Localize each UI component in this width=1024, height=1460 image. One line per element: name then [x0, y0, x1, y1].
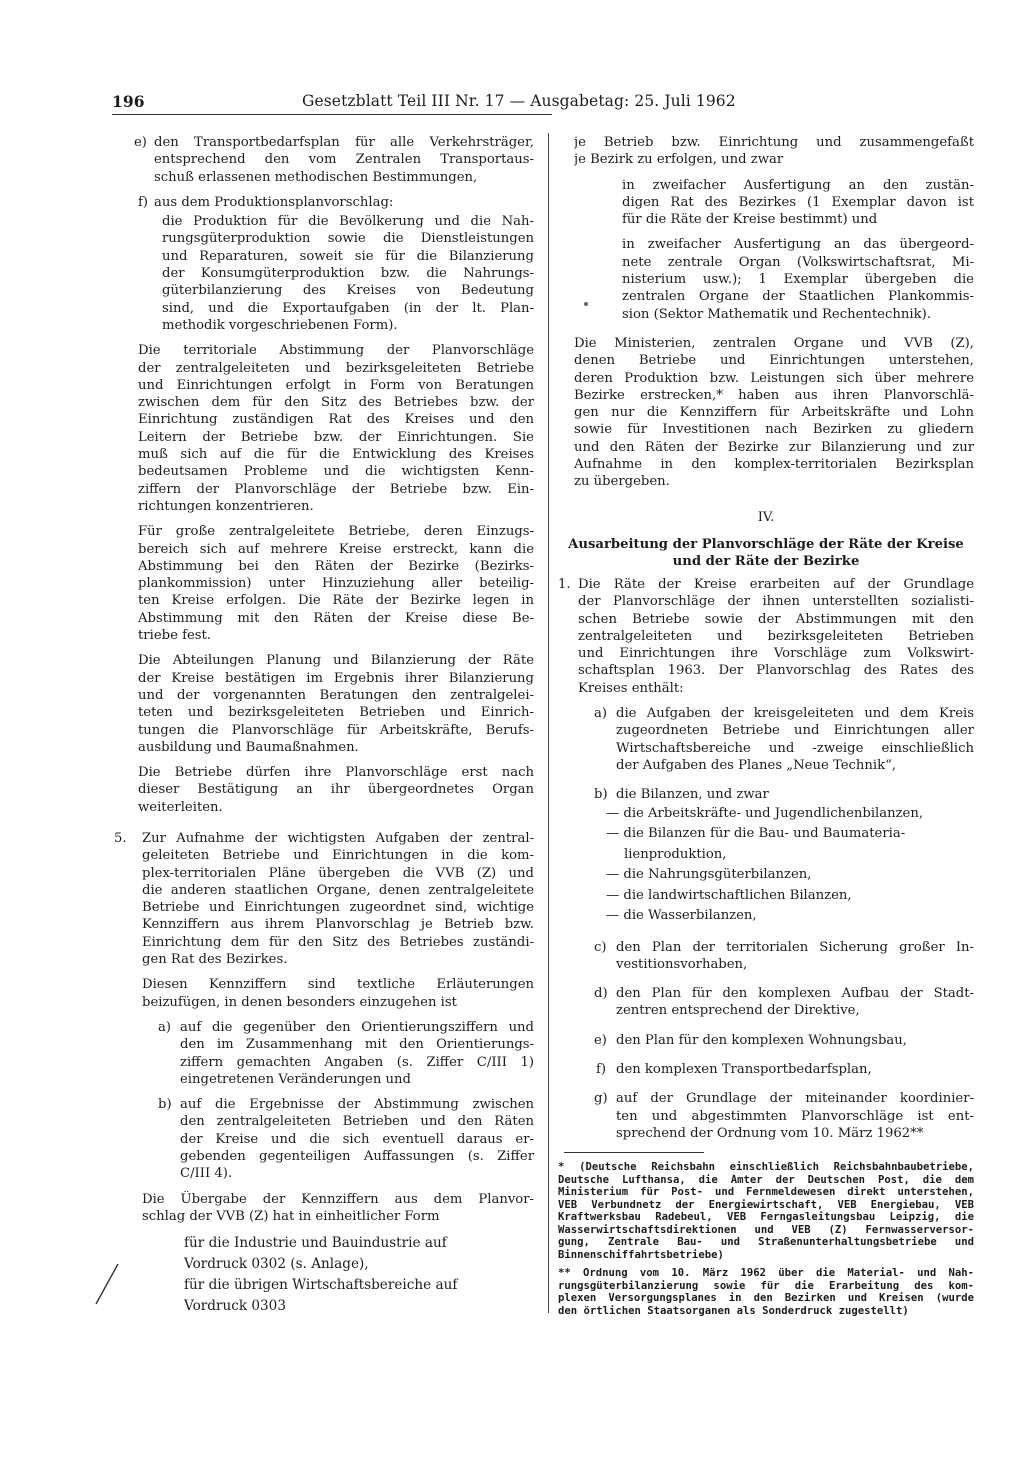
text-line: die anderen staatlichen Organe, denen zentralgeleitete — [142, 882, 534, 898]
text-line: eingetretenen Veränderungen und — [180, 1071, 411, 1087]
page-title: Gesetzblatt Teil III Nr. 17 — Ausgabetag: 25. Juli 1962 — [302, 92, 736, 110]
text-line: und Einrichtungen ihre Vorschläge zum Volkswirt- — [578, 646, 974, 662]
item-1 — [558, 576, 974, 697]
text-line: in zweifacher Ausfertigung an das übergeord- — [622, 237, 974, 253]
text-line: sprechend der Ordnung vom 10. März 1962** — [616, 1125, 924, 1141]
item-label: g) — [594, 1091, 608, 1107]
text-line: Zur Aufnahme der wichtigsten Aufgaben der zentral- — [142, 830, 534, 846]
item-label: b) — [594, 787, 608, 803]
text-line: rungsgüterbilanzierung sowie für die Erarbeitung des kom- — [558, 1279, 974, 1292]
item-e — [112, 134, 534, 186]
item-label: a) — [158, 1019, 172, 1035]
text-line: gen nur die Kennziffern für Arbeitskräfte und Lohn — [574, 405, 974, 421]
text-line: auf die Ergebnisse der Abstimmung zwischen — [180, 1097, 534, 1113]
text-line: auf die gegenüber den Orientierungsziffern und — [180, 1019, 534, 1035]
section-numeral: IV. — [757, 509, 775, 525]
item-a — [558, 705, 974, 774]
text-line: bereich sich auf mehrere Kreise erstreckt, kann die — [138, 541, 534, 557]
text-line: den Transportbedarfsplan für alle Verkehrsträger, — [154, 135, 534, 150]
item-label: d) — [594, 986, 608, 1002]
form-list — [184, 1233, 534, 1317]
text-line: Die Betriebe dürfen ihre Planvorschläge erst nach — [138, 765, 534, 781]
text-line: der Aufgaben des Planes „Neue Technik“, — [616, 757, 897, 773]
heading-line: und der Räte der Bezirke — [672, 553, 860, 569]
item-f — [558, 1061, 974, 1078]
copy-instruction — [622, 177, 974, 229]
footnote — [558, 1267, 974, 1317]
text-line: den Plan der territorialen Sicherung großer In- — [616, 939, 974, 955]
text-line: richtungen konzentrieren. — [138, 498, 314, 514]
paragraph — [142, 1191, 534, 1226]
text-line: ten Kreise erfolgen. Die Räte der Bezirke legen in — [138, 593, 534, 609]
text-line: dieser Bestätigung an ihr übergeordnetes Organ — [138, 782, 534, 798]
text-line: Wasserwirtschaftsdirektionen und VEB (Z) Fernwasserversor- — [558, 1223, 974, 1236]
speck-mark — [584, 302, 588, 306]
heading-line: Ausarbeitung der Planvorschläge der Räte der Kreise — [568, 536, 964, 552]
text-line: ziffern der Planvorschläge der Betriebe bzw. Ein- — [138, 481, 534, 497]
text-line: Diesen Kennziffern sind textliche Erläuterungen — [142, 977, 534, 993]
paragraph — [138, 342, 534, 515]
text-line: deren Produktion bzw. Leistungen sich über mehrere — [574, 370, 974, 386]
text-line: schaftsplan 1963. Der Planvorschlag des Rates des — [578, 663, 974, 679]
text-line: triebe fest. — [138, 628, 212, 644]
header-rule — [112, 114, 552, 115]
text-line: Kraftwerksbau Radebeul, VEB Ferngasleitungsbau Leipzig, die — [558, 1211, 974, 1224]
text-line: Binnenschiffahrtsbetriebe) — [558, 1248, 724, 1261]
text-line: auf der Grundlage der miteinander koordinier- — [616, 1091, 974, 1107]
text-line: sion (Sektor Mathematik und Rechentechnik). — [622, 306, 931, 322]
item-d — [558, 985, 974, 1020]
text-line: gebenden gegenteiligen Auffassungen (s. Ziffer — [180, 1149, 534, 1165]
text-line: * (Deutsche Reichsbahn einschließlich Reichsbahnbaubetriebe, — [558, 1161, 974, 1174]
text-line: ** Ordnung vom 10. März 1962 über die Material- und Nah- — [558, 1267, 974, 1280]
page-header — [112, 86, 736, 114]
text-line: in zweifacher Ausfertigung an den zustän- — [622, 177, 974, 193]
item-label: 5. — [114, 830, 127, 846]
text-line: teten und bezirksgeleiteten Betrieben und Einrich- — [138, 705, 534, 721]
text-line: zentralgeleiteten und bezirksgeleiteten Betrieben — [578, 628, 974, 644]
text-line: zwischen dem für den Sitz des Betriebes bzw. der — [138, 395, 534, 411]
text-line: plankommission) unter Hinzuziehung aller beteilig- — [138, 576, 534, 592]
text-line: güterbilanzierung des Kreises von Bedeutung — [162, 283, 534, 299]
text-line: den komplexen Transportbedarfsplan, — [616, 1061, 872, 1077]
footnote — [558, 1161, 974, 1261]
text-line: Wirtschaftsbereiche und -zweige einschließlich — [616, 740, 974, 756]
text-line: geleiteten Betriebe und Einrichtungen in die kom- — [142, 848, 534, 864]
text-line: ziffern gemachten Angaben (s. Ziffer C/III 1) — [180, 1054, 534, 1070]
text-line: die Bilanzen, und zwar — [616, 787, 769, 803]
text-line: methodik vorgeschriebenen Form). — [162, 317, 398, 333]
text-line: für die Räte der Kreise bestimmt) und — [622, 212, 878, 228]
text-line: zugeordneten Betriebe und Einrichtungen aller — [616, 723, 974, 739]
text-line: vestitionsvorhaben, — [616, 956, 748, 972]
text-line: den örtlichen Staatsorganen als Sonderdruck zugestellt) — [558, 1304, 909, 1317]
item-a — [112, 1019, 534, 1088]
text-line: Vordruck 0303 — [184, 1298, 286, 1315]
text-line: tungen die Planvorschläge für Arbeitskräfte, Berufs- — [138, 722, 534, 738]
item-b — [558, 786, 974, 926]
text-line: Für große zentralgeleitete Betriebe, deren Einzugs- — [138, 524, 534, 540]
text-line: die Aufgaben der kreisgeleiteten und dem Kreis — [616, 706, 974, 722]
text-line: zentren entsprechend der Direktive, — [616, 1003, 860, 1019]
item-f — [112, 194, 534, 211]
text-line: ausbildung und Baumaßnahmen. — [138, 739, 359, 755]
text-line: der zentralgeleiteten und bezirksgeleiteten Betriebe — [138, 360, 534, 376]
text-line: digen Rat des Bezirkes (1 Exemplar davon ist — [622, 194, 974, 210]
paragraph — [574, 335, 974, 491]
paragraph — [138, 523, 534, 644]
text-line: sind, und die Exportaufgaben (in der lt. Plan- — [162, 300, 534, 316]
text-line: Die Räte der Kreise erarbeiten auf der Grundlage — [578, 576, 974, 592]
text-line: Die Ministerien, zentralen Organe und VVB (Z), — [574, 335, 974, 351]
text-line: für die übrigen Wirtschaftsbereiche auf — [184, 1277, 458, 1294]
paragraph — [138, 652, 534, 756]
text-line: Kreises enthält: — [578, 680, 684, 696]
text-line: schuß erlassenen methodischen Bestimmungen, — [154, 169, 478, 185]
text-line: Einrichtung dem für den Sitz des Betriebes zuständi- — [142, 934, 534, 950]
text-line: Abstimmung mit den Räten der Kreise diese Be- — [138, 610, 534, 626]
item-label: 1. — [558, 576, 571, 592]
text-line: und Reparaturen, soweit sie für die Bilanzierung — [162, 248, 534, 264]
text-line: ten und abgestimmten Planvorschläge ist ent- — [616, 1108, 974, 1124]
page-number: 196 — [112, 92, 145, 111]
list-item: — die Nahrungsgüterbilanzen, — [606, 867, 812, 882]
list-item: lienproduktion, — [624, 846, 727, 862]
text-line: den Plan für den komplexen Wohnungsbau, — [616, 1032, 907, 1048]
text-line: und den Räten der Bezirke zur Bilanzierung und zur — [574, 439, 974, 455]
column-divider — [548, 133, 549, 1313]
text-line: zentralen Organe der Staatlichen Plankommis- — [622, 289, 974, 305]
item-label: a) — [594, 706, 608, 722]
list-item: — die Arbeitskräfte- und Jugendlichenbilanzen, — [606, 805, 924, 821]
text-line: Kennziffern aus ihrem Planvorschlag je Betrieb bzw. — [142, 917, 534, 933]
text-line: muß sich auf die für die Entwicklung des Kreises — [138, 447, 534, 463]
text-line: je Bezirk zu erfolgen, und zwar — [574, 152, 784, 168]
text-line: plex-territorialen Pläne übergeben die VVB (Z) und — [142, 865, 534, 881]
text-line: VEB Verbundnetz der Energiewirtschaft, VEB Energiebau, VEB — [558, 1198, 974, 1211]
list-item: — die Bilanzen für die Bau- und Baumateria- — [606, 826, 906, 841]
left-column — [112, 134, 534, 1325]
text-line: und der vorgenannten Beratungen den zentralgelei- — [138, 687, 534, 703]
text-line: Abstimmung bei den Räten der Bezirke (Bezirks- — [138, 558, 534, 574]
item-label: e) — [594, 1032, 607, 1048]
list-item: — die Wasserbilanzen, — [606, 908, 757, 923]
text-line: und Einrichtungen erfolgt in Form von Beratungen — [138, 377, 534, 393]
list-item: — die landwirtschaftlichen Bilanzen, — [606, 887, 852, 903]
item-g — [558, 1090, 974, 1142]
text-line: rungsgüterproduktion sowie die Dienstleistungen — [162, 231, 534, 247]
item-f-body — [162, 213, 534, 334]
text-line: nisterium usw.); 1 Exemplar übergeben die — [622, 272, 974, 288]
text-line: Die Übergabe der Kennziffern aus dem Planvor- — [142, 1191, 534, 1207]
item-label: f) — [596, 1061, 607, 1077]
text-line: Einrichtung zuständigen Rat des Kreises und den — [138, 412, 534, 428]
text-line: denen Betriebe und Einrichtungen unterstehen, — [574, 353, 974, 369]
text-line: plexen Versorgungsplanes in den Bezirken und Kreisen (wurde — [558, 1292, 974, 1305]
copy-instruction — [622, 236, 974, 322]
paragraph — [138, 764, 534, 816]
text-line: Ministerium für Post- und Fernmeldewesen direkt unterstehen, — [558, 1186, 974, 1199]
paragraph — [574, 134, 974, 169]
text-line: der Kreise bestätigen im Ergebnis ihrer Bilanzierung — [138, 670, 534, 686]
pen-mark — [92, 1262, 122, 1308]
text-line: schlag der VVB (Z) hat in einheitlicher Form — [142, 1208, 440, 1224]
text-line: nete zentrale Organ (Volkswirtschaftsrat, Mi- — [622, 254, 974, 270]
text-line: der Konsumgüterproduktion bzw. die Nahrungs- — [162, 266, 534, 282]
text-line: gung, Zentrale Bau- und Straßenunterhaltungsbetriebe und — [558, 1236, 974, 1249]
item-label: f) — [138, 194, 149, 210]
text-line: Bezirke erstrecken,* haben aus ihren Planvorschlä- — [574, 387, 974, 403]
text-line: Leitern der Betriebe bzw. der Einrichtungen. Sie — [138, 429, 534, 445]
text-line: Vordruck 0302 (s. Anlage), — [184, 1256, 369, 1273]
item-label: c) — [594, 939, 607, 955]
item-5 — [112, 830, 534, 968]
item-label: e) — [134, 135, 147, 150]
paragraph — [142, 976, 534, 1011]
text-line: aus dem Produktionsplanvorschlag: — [154, 194, 394, 210]
right-column — [558, 134, 974, 1317]
text-line: schen Betriebe sowie der Abstimmungen mit den — [578, 611, 974, 627]
text-line: Aufnahme in den komplex-territorialen Bezirksplan — [574, 457, 974, 473]
text-line: den zentralgeleiteten Betrieben und den Räten — [180, 1114, 534, 1130]
text-line: gen Rat des Bezirkes. — [142, 952, 288, 968]
text-line: der Kreise und die sich eventuell daraus er- — [180, 1131, 534, 1147]
text-line: C/III 4). — [180, 1166, 233, 1182]
text-line: Betriebe und Einrichtungen zugeordnet sind, wichtige — [142, 900, 534, 916]
text-line: Die Abteilungen Planung und Bilanzierung der Räte — [138, 653, 534, 669]
text-line: Die territoriale Abstimmung der Planvorschläge — [138, 343, 534, 359]
text-line: zu übergeben. — [574, 474, 670, 490]
text-line: beizufügen, in denen besonders einzugehen ist — [142, 994, 457, 1010]
text-line: die Produktion für die Bevölkerung und die Nah- — [162, 214, 534, 230]
item-e — [558, 1032, 974, 1049]
text-line: der Planvorschläge der ihnen unterstellten sozialisti- — [578, 594, 974, 610]
text-line: sowie für Investitionen nach Bezirken zu gliedern — [574, 422, 974, 438]
text-line: Deutsche Lufthansa, die Ämter der Deutschen Post, die dem — [558, 1173, 974, 1186]
footnote-rule — [564, 1152, 704, 1153]
item-b — [112, 1096, 534, 1182]
item-label: b) — [158, 1097, 172, 1113]
text-line: bedeutsamen Probleme und die wichtigsten Kenn- — [138, 464, 534, 480]
text-line: je Betrieb bzw. Einrichtung und zusammengefaßt — [574, 135, 974, 150]
text-line: den Plan für den komplexen Aufbau der Stadt- — [616, 986, 974, 1002]
text-line: weiterleiten. — [138, 799, 223, 815]
text-line: entsprechend den vom Zentralen Transportaus- — [154, 152, 534, 168]
item-c — [558, 939, 974, 974]
section-heading — [558, 536, 974, 570]
text-line: den im Zusammenhang mit den Orientierungs- — [180, 1037, 534, 1053]
text-line: für die Industrie und Bauindustrie auf — [184, 1235, 447, 1252]
